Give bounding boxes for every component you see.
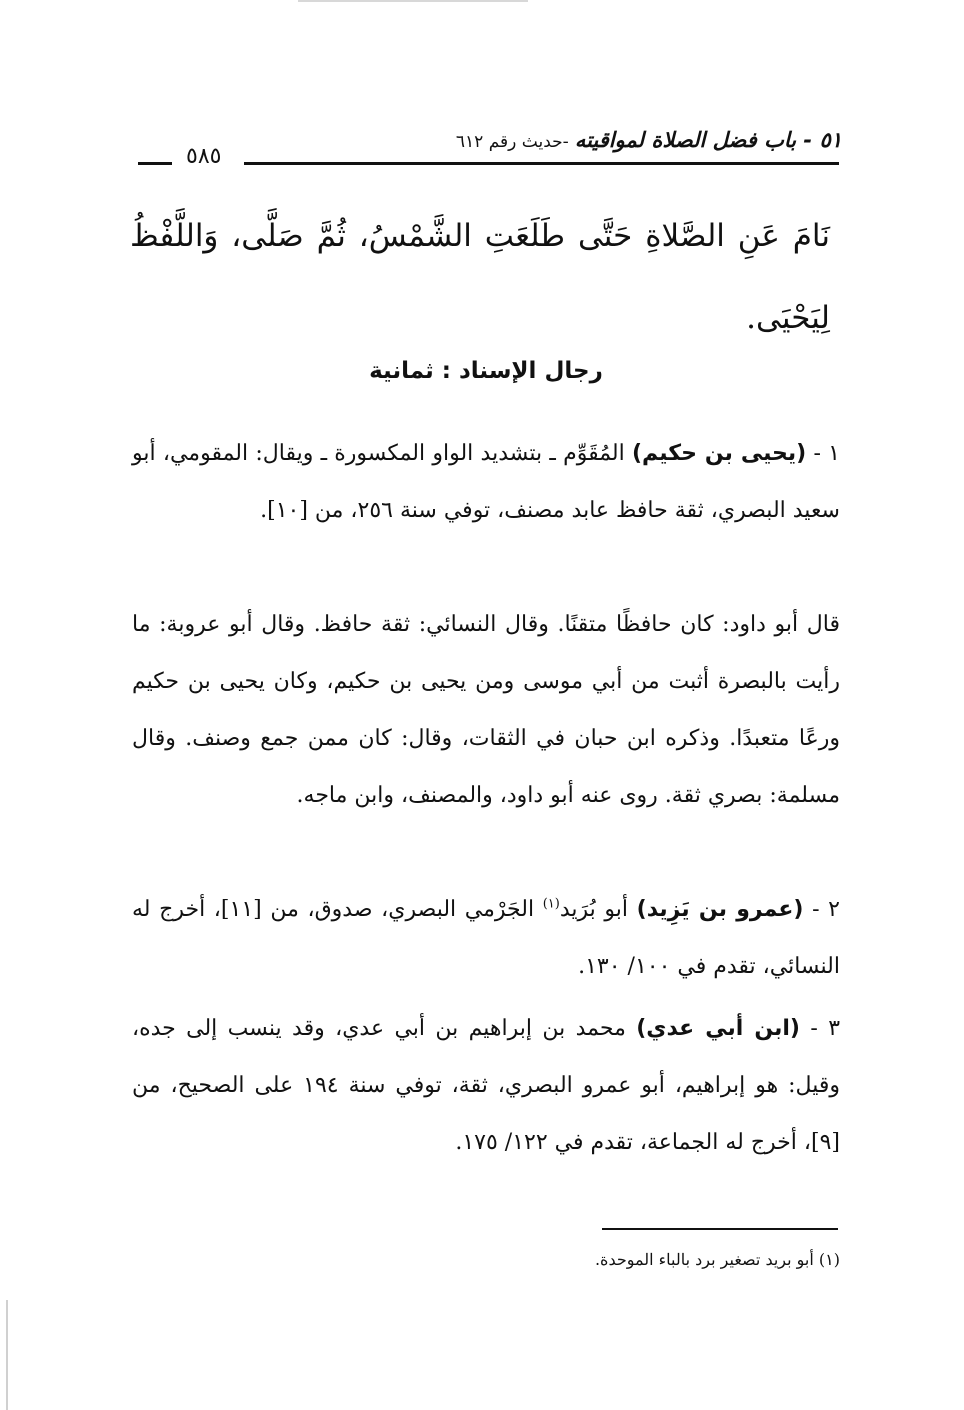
narrator-name: (ابن أبي عدي): [636, 1016, 800, 1041]
scan-artifact: [298, 0, 528, 2]
footnote-marker: (١): [542, 896, 560, 912]
chapter-title: ٥١ - باب فضل الصلاة لمواقيته: [574, 128, 842, 152]
header-title: [456, 128, 842, 152]
footnote-rule: [602, 1228, 838, 1230]
page-number: ٥٨٥: [186, 144, 222, 169]
hadith-reference: -حديث رقم ٦١٢: [455, 132, 569, 152]
narrator-name: (يحيى بن حكيم): [631, 441, 807, 466]
section-heading: رجال الإسناد : ثمانية: [369, 358, 603, 384]
running-header: [130, 128, 842, 172]
narrator-number: ٢ -: [803, 897, 840, 922]
narrator-number: ١ -: [806, 441, 840, 466]
page-number-rule: [138, 162, 172, 165]
footnote: (١) أبو بريد تصغير برد بالباء الموحدة.: [594, 1250, 840, 1269]
commentary-paragraph: قال أبو داود: كان حافظًا متقنًا. وقال النسائي: ثقة حافظ. وقال أبو عروبة: ما رأيت بالبصرة أثبت من أبي موسى ومن يحيى بن حكيم، وكان يحيى بن حكيم ورعًا متعبدًا. وذكره ابن حبان في الثقات، وقال: كان ممن جمع وصنف. وقال مسلمة: بصري ثقة. روى عنه أبو داود، والمصنف، وابن ماجه.: [132, 612, 840, 808]
narrator-description: محمد بن إبراهيم بن أبي عدي، وقد ينسب إلى جده، وقيل: هو إبراهيم، أبو عمرو البصري، ثقة، توفي سنة ١٩٤ على الصحيح، من [٩]، أخرج له الجماعة، تقدم في ١٢٢/ ١٧٥.: [132, 1016, 840, 1155]
narrator-number: ٣ -: [800, 1016, 841, 1041]
narrator-description: أبو بُرَيد: [559, 897, 637, 922]
scan-edge: [6, 1300, 8, 1410]
narrator-entry: [132, 1000, 840, 1171]
narrator-description: المُقَوِّم ـ بتشديد الواو المكسورة ـ ويقال: المقومي، أبو سعيد البصري، ثقة حافظ عابد مصنف، توفي سنة ٢٥٦، من [١٠].: [132, 441, 840, 523]
narrator-name: (عمرو بن يَزِيد): [636, 897, 804, 922]
header-rule: [244, 162, 839, 165]
narrator-entry: [132, 425, 840, 539]
hadith-text: نَامَ عَنِ الصَّلاةِ حَتَّى طَلَعَتِ الشَّمْسُ، ثُمَّ صَلَّى، وَاللَّفْظُ لِيَحْيَى.: [130, 218, 830, 336]
narrator-entry: [132, 881, 840, 995]
narrator-description-cont: الجَرْمي البصري، صدوق، من [١١]، أخرج له النسائي، تقدم في ١٠٠/ ١٣٠.: [132, 897, 840, 979]
